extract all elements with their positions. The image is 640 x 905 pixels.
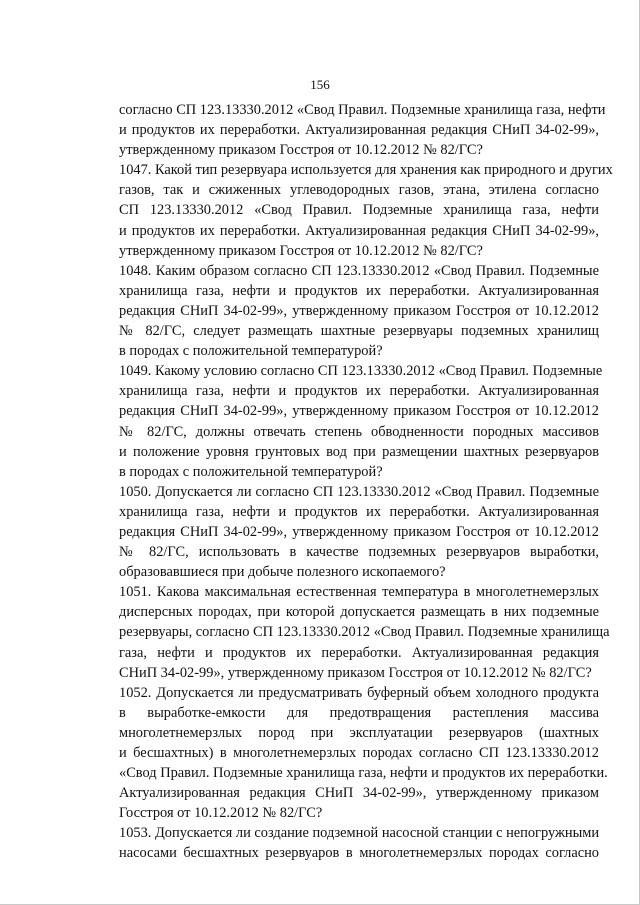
text-line: СНиП 34-02-99», утвержденному приказом Госстроя от 10.12.2012 № 82/ГС? — [119, 664, 592, 681]
text-line: 1049. Какому условию согласно СП 123.13330.2012 «Свод Правил. Подземные — [119, 363, 603, 380]
text-line: 1048. Каким образом согласно СП 123.13330.2012 «Свод Правил. Подземные — [119, 262, 599, 279]
text-line: редакция СНиП 34-02-99», утвержденному приказом Госстроя от 10.12.2012 — [119, 403, 599, 420]
text-line: Актуализированная редакция СНиП 34-02-99», утвержденному приказом — [119, 785, 599, 802]
text-line: № 82/ГС, следует размещать шахтные резервуары подземных хранилищ — [119, 323, 599, 340]
text-line: в выработке-емкости для предотвращения растепления массива — [119, 704, 599, 721]
text-line: 1047. Какой тип резервуара используется для хранения как природного и других — [119, 162, 613, 179]
text-line: в породах с положительной температурой? — [119, 343, 383, 360]
text-line: редакция СНиП 34-02-99», утвержденному приказом Госстроя от 10.12.2012 — [119, 302, 599, 319]
text-line: 1051. Какова максимальная естественная температура в многолетнемерзлых — [119, 584, 599, 601]
text-line: и продуктов их переработки. Актуализированная редакция СНиП 34-02-99», — [119, 222, 599, 239]
text-line: и положение уровня грунтовых вод при размещении шахтных резервуаров — [119, 443, 599, 460]
text-line: дисперсных породах, при которой допускается размещать в них подземные — [119, 604, 599, 621]
text-line: утвержденному приказом Госстроя от 10.12.2012 № 82/ГС? — [119, 142, 483, 159]
text-line: хранилища газа, нефти и продуктов их переработки. Актуализированная — [119, 282, 599, 299]
text-line: «Свод Правил. Подземные хранилища газа, нефти и продуктов их переработки. — [119, 765, 608, 782]
text-line: в породах с положительной температурой? — [119, 463, 383, 480]
text-line: СП 123.13330.2012 «Свод Правил. Подземные хранилища газа, нефти — [119, 202, 599, 219]
text-line: 1050. Допускается ли согласно СП 123.13330.2012 «Свод Правил. Подземные — [119, 483, 599, 500]
text-line: многолетнемерзлых пород при эксплуатации резервуаров (шахтных — [119, 724, 599, 741]
text-line: хранилища газа, нефти и продуктов их переработки. Актуализированная — [119, 383, 599, 400]
text-line: утвержденному приказом Госстроя от 10.12.2012 № 82/ГС? — [119, 242, 483, 259]
text-line: образовавшиеся при добыче полезного ископаемого? — [119, 564, 446, 581]
text-line: № 82/ГС, использовать в качестве подземных резервуаров выработки, — [119, 544, 599, 561]
text-line: Госстроя от 10.12.2012 № 82/ГС? — [119, 805, 323, 822]
document-body — [119, 100, 613, 864]
text-line: хранилища газа, нефти и продуктов их переработки. Актуализированная — [119, 503, 599, 520]
text-line: редакция СНиП 34-02-99», утвержденному приказом Госстроя от 10.12.2012 — [119, 523, 599, 540]
text-line: № 82/ГС, должны отвечать степень обводненности породных массивов — [119, 423, 599, 440]
text-line: 1052. Допускается ли предусматривать буферный объем холодного продукта — [119, 684, 599, 701]
page-number: 156 — [310, 77, 330, 92]
text-line: газов, так и сжиженных углеводородных газов, этана, этилена согласно — [119, 182, 599, 199]
text-line: резервуары, согласно СП 123.13330.2012 «Свод Правил. Подземные хранилища — [119, 624, 610, 641]
text-line: и бесшахтных) в многолетнемерзлых породах согласно СП 123.13330.2012 — [119, 745, 599, 761]
text-line: и продуктов их переработки. Актуализированная редакция СНиП 34-02-99», — [119, 122, 599, 139]
text-line: согласно СП 123.13330.2012 «Свод Правил. Подземные хранилища газа, нефти — [119, 102, 606, 118]
text-line: насосами бесшахтных резервуаров в многолетнемерзлых породах согласно — [119, 845, 599, 862]
text-line: 1053. Допускается ли создание подземной насосной станции с непогружными — [119, 825, 600, 842]
text-line: газа, нефти и продуктов их переработки. Актуализированная редакция — [119, 644, 599, 661]
